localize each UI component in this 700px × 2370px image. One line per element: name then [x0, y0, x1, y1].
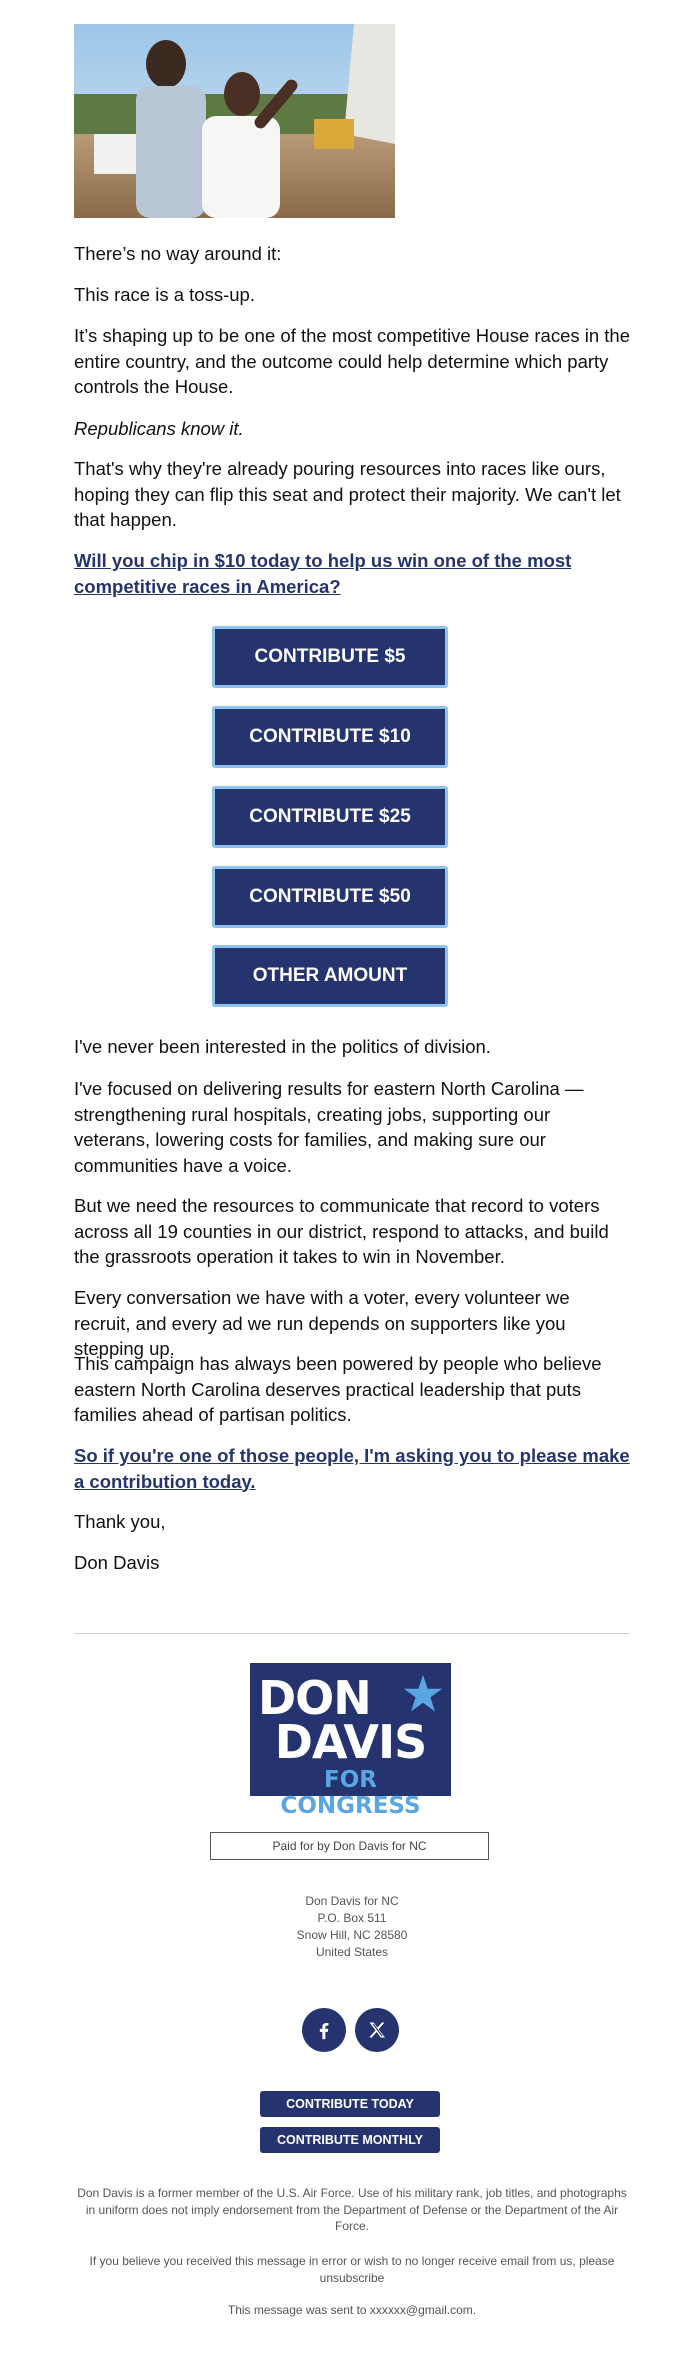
body-paragraph: I've focused on delivering results for eastern North Carolina — strengthening rural hospitals, creating jobs, supporting our veterans, lowering costs for families, and making sure our communities have a voice.	[74, 1078, 584, 1176]
x-icon	[367, 2020, 387, 2040]
contribute-10-button[interactable]: CONTRIBUTE $10	[212, 706, 448, 768]
address-line: United States	[315, 1945, 389, 1959]
x-link[interactable]	[355, 2008, 399, 2052]
logo-line-1: DON	[258, 1671, 371, 1725]
facebook-link[interactable]	[302, 2008, 346, 2052]
donate-ask-link[interactable]: Will you chip in $10 today to help us win one of the most competitive races in America?	[74, 550, 572, 597]
body-paragraph: I've never been interested in the politics of division.	[74, 1036, 491, 1057]
body-paragraph: Every conversation we have with a voter, every volunteer we recruit, and every ad we run depends on supporters like you stepping up.	[74, 1287, 570, 1359]
body-paragraph: Republicans know it.	[74, 418, 244, 439]
signoff: Thank you,	[74, 1511, 166, 1532]
contribute-today-button[interactable]: CONTRIBUTE TODAY	[260, 2091, 440, 2117]
contribute-5-button[interactable]: CONTRIBUTE $5	[212, 626, 448, 688]
contribute-25-button[interactable]: CONTRIBUTE $25	[212, 786, 448, 848]
address-line: P.O. Box 511	[317, 1911, 387, 1925]
body-paragraph: But we need the resources to communicate that record to voters across all 19 counties in our district, respond to attacks, and build the grassroots operation it takes to win in November.	[74, 1195, 609, 1267]
unsubscribe-text[interactable]: If you believe you received this message in error or wish to no longer receive email from us, please unsubscribe	[89, 2254, 615, 2285]
logo-line-3: FOR CONGRESS	[280, 1767, 421, 1819]
body-paragraph: This race is a toss-up.	[74, 284, 255, 305]
signature: Don Davis	[74, 1552, 160, 1573]
military-disclaimer: Don Davis is a former member of the U.S. Air Force. Use of his military rank, job titles, and photographs in uniform does not imply endorsement from the Department of Defense or the Department of the Air Force.	[77, 2186, 627, 2233]
donate-ask-link[interactable]: So if you're one of those people, I'm asking you to please make a contribution today.	[74, 1445, 630, 1492]
logo-line-2: DAVIS	[274, 1715, 427, 1769]
body-paragraph: There’s no way around it:	[74, 243, 282, 264]
hero-photo	[74, 24, 395, 218]
body-paragraph: That's why they're already pouring resources into races like ours, hoping they can flip this seat and protect their majority. We can't let that happen.	[74, 458, 621, 530]
address-line: Don Davis for NC	[305, 1894, 399, 1908]
divider	[74, 1633, 629, 1634]
campaign-logo	[250, 1663, 451, 1819]
address-line: Snow Hill, NC 28580	[296, 1928, 408, 1942]
star-icon	[403, 1675, 443, 1713]
contribute-50-button[interactable]: CONTRIBUTE $50	[212, 866, 448, 928]
body-paragraph: It’s shaping up to be one of the most competitive House races in the entire country, and the outcome could help determine which party controls the House.	[74, 325, 631, 397]
sent-to-text: This message was sent to xxxxxx@gmail.com.	[227, 2303, 477, 2317]
contribute-monthly-button[interactable]: CONTRIBUTE MONTHLY	[260, 2127, 440, 2153]
facebook-icon	[313, 2019, 335, 2041]
body-paragraph: This campaign has always been powered by people who believe eastern North Carolina deserves practical leadership that puts families ahead of partisan politics.	[74, 1353, 602, 1425]
paid-for-disclaimer: Paid for by Don Davis for NC	[210, 1832, 489, 1860]
other-amount-button[interactable]: OTHER AMOUNT	[212, 945, 448, 1007]
